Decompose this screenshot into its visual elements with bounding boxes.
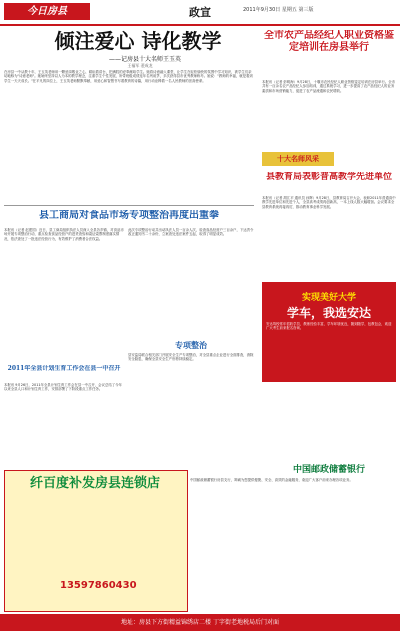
lead-title: 倾注爱心 诗化教学 — [54, 30, 222, 52]
bank-ad-body: 中国邮政储蓄银行房县支行，竭诚为您提供便捷、安全、高效的金融服务，欢迎广大客户前来办理各项业务。 — [190, 478, 353, 482]
dateline: 2011年9月30日 星期五 第三版 — [243, 7, 314, 13]
lead-subtitle: ——记房县十大名师王玉英 — [108, 56, 181, 63]
safety-title: 专项整治 — [175, 340, 207, 350]
right-top-body: 本报讯（记者 彭明海）9月28日，十堰市农民经纪人职业资格鉴定培训在房县举行。全市共有一百余名农产品经纪人参加培训，通过系统学习，进一步提高了农产品经纪人的业务素质和市场营销能力，促进了农产品流通和农民增收。 — [262, 80, 395, 93]
meeting-body: 本报讯 9月26日，2011年全县计划生育工作会在县一中召开，会议总结了今年以来全县人口和计划生育工作，安排部署了下阶段重点工作任务。 — [4, 383, 122, 392]
bank-ad-title: 中国邮政储蓄银行 — [292, 465, 365, 475]
meeting-title: 2011年全县计划生育工作会在县一中召开 — [7, 365, 121, 372]
section-title: 政宣 — [189, 6, 211, 19]
safety-body: 县安监局联合相关部门开展安全生产专项整治，对全县重点企业进行全面排查，消除安全隐患，确保全县安全生产形势持续稳定。 — [128, 353, 254, 362]
food-title: 县工商局对食品市场专项整治再度出重拳 — [39, 210, 219, 221]
lead-body: 在房县一中从教十年，王玉英老师用一颗爱岗敬业之心，耕耘着讲台，把满腔的爱奉献给学生。她将诗意融入课堂，让学生在轻松愉快的氛围中学习知识，被学生们亲切地称为"诗意老师"。她始终坚持以人为本的教学理念，注重学生个性发展，所带班级成绩连年名列前茅，多次获得县市优秀教师称号。她说："教师的幸福，就是看到学生一天天成长。"在平凡的岗位上，王玉英老师默默奉献，用爱心和智慧书写着教育的诗篇，用行动诠释着一名人民教师的崇高使命。 — [4, 70, 253, 83]
driving-ad-body: 安达驾校常年招收学员，教练经验丰富，学车环境优良，随到随学，包教包会，欢迎广大考生前来报名咨询。 — [266, 322, 392, 331]
bottom-ad-footer: 地址：房县下方街精益锦绣店二楼 丁字街老地税局后门对面 — [0, 614, 400, 631]
food-body-2: 此次专项整治行动共出动执法人员一百余人次，检查食品经营户三百余户，下达责令改正通知书二十余份，立案查处违法案件五起，取得了明显成效。 — [128, 228, 254, 237]
right-mid-body: 本报讯（记者 胡江平 通讯员 孙辉）9月28日，县教育局召开大会，表彰2011年普通高中教学先进单位和先进个人，全县高考成绩再创新高，一本上线人数大幅增加。会议要求全县教育系统再接再厉，推动教育事业科学发展。 — [262, 196, 396, 209]
divider — [4, 205, 254, 206]
bottom-ad-phone: 13597860430 — [60, 580, 137, 591]
right-top-title: 全市农产品经纪人职业资格鉴定培训在房县举行 — [264, 30, 394, 53]
driving-ad-title: 实现美好大学 — [301, 293, 356, 303]
driving-ad-subtitle: 学车，我选安达 — [286, 306, 371, 320]
food-body: 本报讯（记者 赵建国）近日，县工商局组织执法人员深入全县各乡镇，对食品市场开展专项整治行动，重点检查食品经营户的进货查验和索证索票制度落实情况，依法查处了一批违法经营行为，有效维护了消费者合法权益。 — [4, 228, 124, 241]
bottom-ad-title: 纤百度补发房县连锁店 — [29, 476, 160, 491]
lead-byline: 王福军 裴成龙 — [127, 63, 153, 68]
newspaper-logo: 今日房县 — [4, 3, 90, 20]
right-mid-title: 县教育局表彰普高教学先进单位 — [265, 172, 392, 182]
feature-badge: 十大名师风采 — [262, 152, 334, 166]
